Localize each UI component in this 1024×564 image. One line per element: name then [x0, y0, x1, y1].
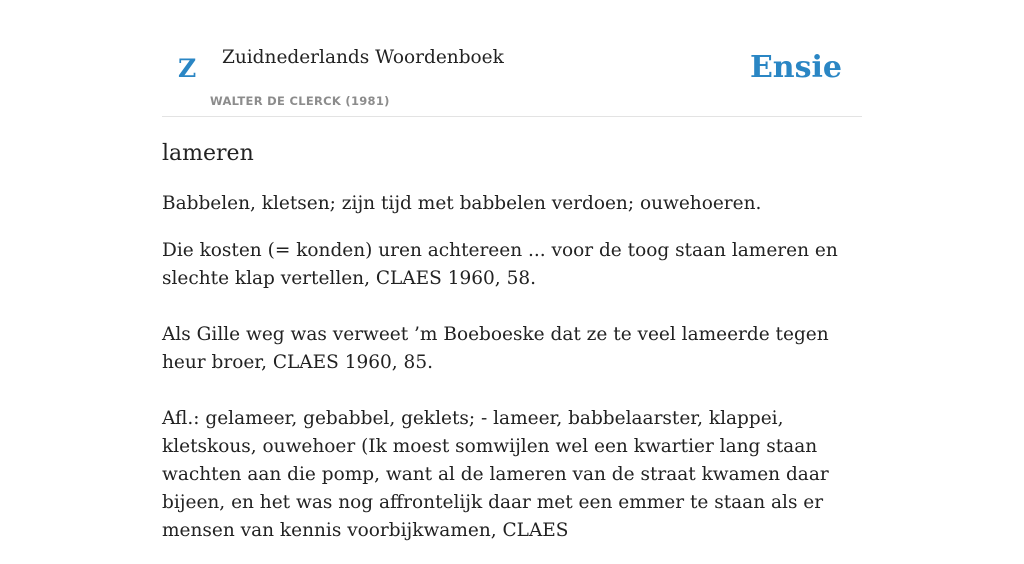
dictionary-title[interactable]: Zuidnederlands Woordenboek	[222, 47, 504, 68]
dictionary-author: WALTER DE CLERCK (1981)	[210, 94, 390, 108]
entry-example: Als Gille weg was verweet ’m Boeboeske dat ze te veel lameerde tegen heur broer, CLAES 1960, 85.	[162, 324, 829, 373]
entry-headword: lameren	[162, 141, 254, 166]
entry-definition: Babbelen, kletsen; zijn tijd met babbelen verdoen; ouwehoeren.	[162, 193, 762, 214]
dictionary-logo[interactable]: Z	[178, 54, 197, 83]
entry-content	[162, 138, 862, 564]
entry-example: Die kosten (= konden) uren achtereen ... voor de toog staan lameren en slechte klap vertellen, CLAES 1960, 58.	[162, 240, 838, 289]
entry-derivations: Afl.: gelameer, gebabbel, geklets; - lameer, babbelaarster, klappei, kletskous, ouwehoer (Ik moest somwijlen wel een kwartier lang staan wachten aan die pomp, want al de lameren van de straat kwamen daar bijeen, en het was nog affrontelijk daar met een emmer te staan als er mensen van kennis voorbijkwamen, CLAES	[162, 408, 829, 541]
dictionary-header	[162, 0, 862, 117]
brand-logo[interactable]: Ensie	[749, 50, 842, 85]
